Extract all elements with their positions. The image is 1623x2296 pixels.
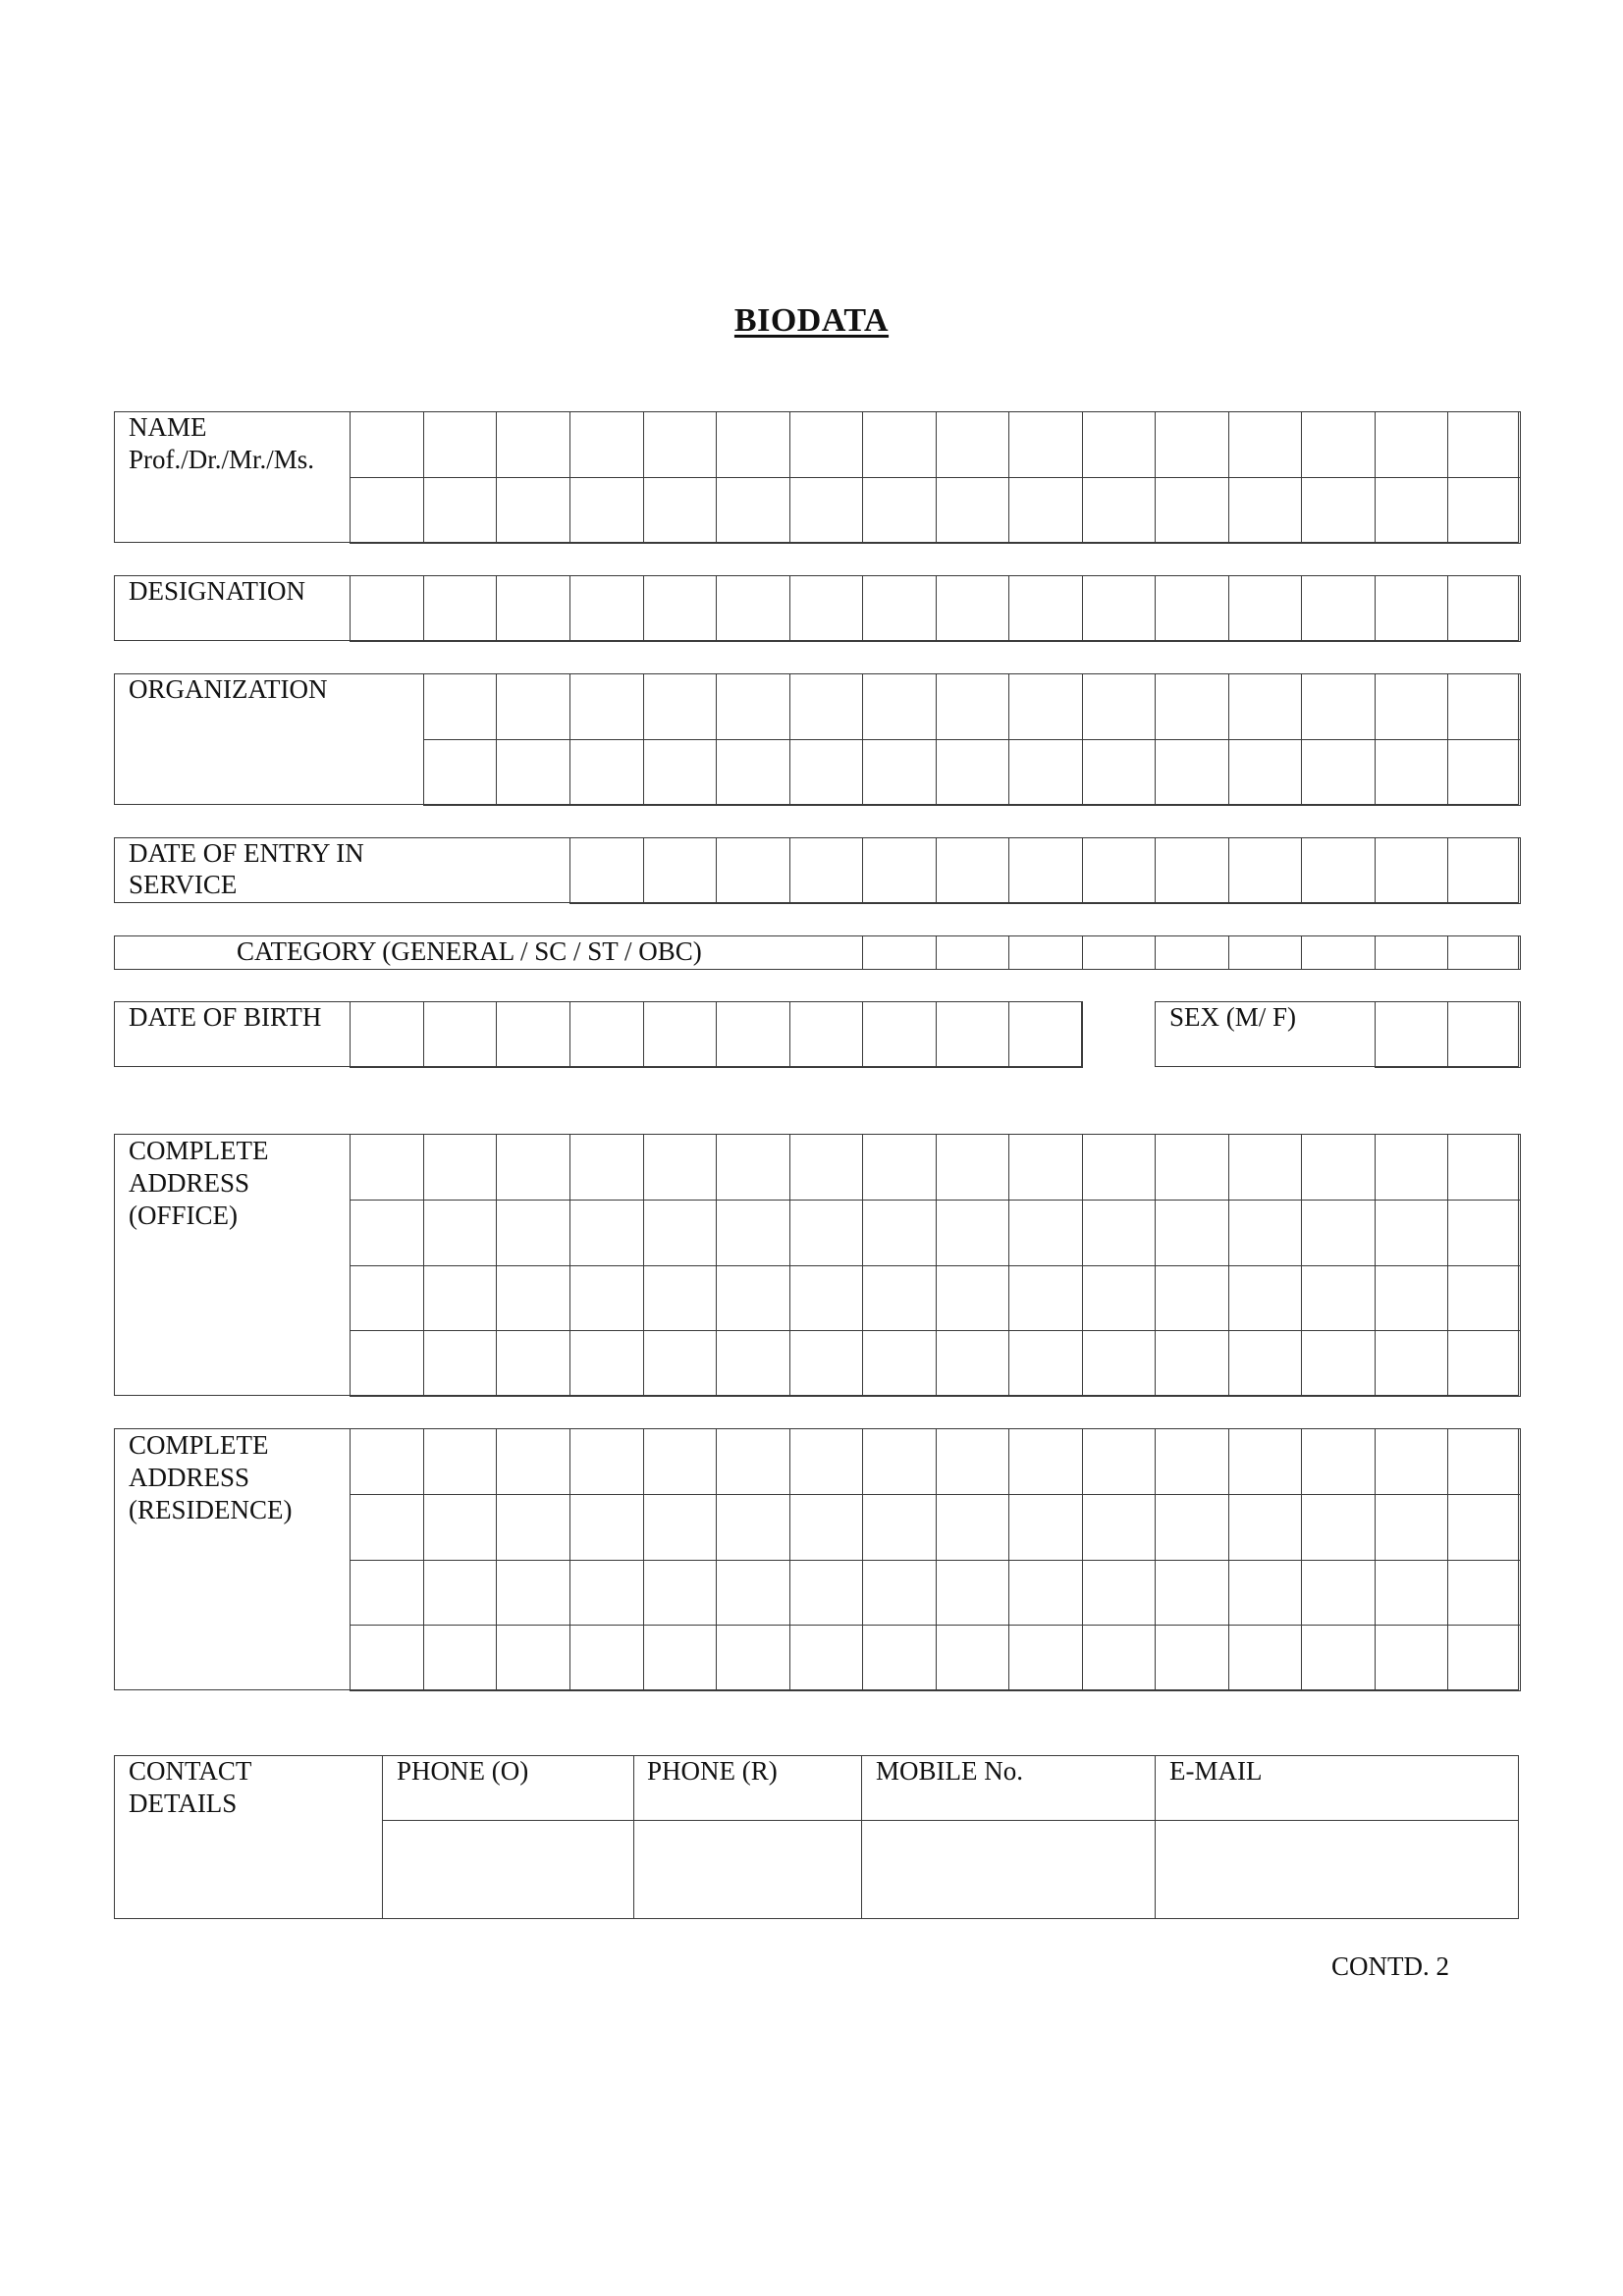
- sex-label: SEX (M/ F): [1169, 1002, 1297, 1032]
- address-residence-char-box[interactable]: [862, 1560, 937, 1627]
- address-office-char-box[interactable]: [1008, 1330, 1083, 1397]
- address-office-char-box[interactable]: [1447, 1200, 1521, 1266]
- address-residence-char-box[interactable]: [1228, 1494, 1302, 1561]
- organization-char-box[interactable]: [716, 673, 790, 740]
- address-residence-char-box[interactable]: [1301, 1625, 1376, 1691]
- address-office-label-line3: (OFFICE): [129, 1201, 239, 1230]
- address-residence-label: COMPLETE: [129, 1430, 269, 1460]
- address-office-char-box[interactable]: [1375, 1265, 1448, 1332]
- name-char-box[interactable]: [1375, 411, 1448, 478]
- date-of-entry-char-box[interactable]: [643, 837, 717, 904]
- address-residence-char-box[interactable]: [1228, 1560, 1302, 1627]
- address-office-char-box[interactable]: [423, 1134, 497, 1201]
- organization-char-box[interactable]: [862, 673, 937, 740]
- organization-char-box[interactable]: [1447, 673, 1521, 740]
- organization-char-box[interactable]: [1447, 739, 1521, 806]
- category-char-box[interactable]: [1375, 935, 1448, 970]
- address-office-char-box[interactable]: [643, 1200, 717, 1266]
- date-of-entry-char-box[interactable]: [1155, 837, 1229, 904]
- name-char-box[interactable]: [789, 411, 863, 478]
- name-char-box[interactable]: [1008, 411, 1083, 478]
- address-office-char-box[interactable]: [496, 1134, 570, 1201]
- mobile-field[interactable]: [861, 1820, 1156, 1919]
- address-office-char-box[interactable]: [423, 1265, 497, 1332]
- date-of-birth-char-box[interactable]: [496, 1001, 570, 1068]
- page-title: BIODATA: [733, 302, 890, 339]
- name-char-box[interactable]: [423, 477, 497, 544]
- address-residence-char-box[interactable]: [1375, 1560, 1448, 1627]
- address-office-char-box[interactable]: [496, 1265, 570, 1332]
- name-char-box[interactable]: [1447, 411, 1521, 478]
- name-char-box[interactable]: [1301, 477, 1376, 544]
- address-residence-char-box[interactable]: [643, 1560, 717, 1627]
- address-office-char-box[interactable]: [569, 1200, 644, 1266]
- address-residence-char-box[interactable]: [1375, 1494, 1448, 1561]
- address-office-char-box[interactable]: [569, 1134, 644, 1201]
- category-char-box[interactable]: [862, 935, 937, 970]
- organization-char-box[interactable]: [1155, 673, 1229, 740]
- organization-char-box[interactable]: [496, 739, 570, 806]
- address-office-label: COMPLETE: [129, 1136, 269, 1165]
- name-char-box[interactable]: [496, 411, 570, 478]
- address-office-char-box[interactable]: [716, 1200, 790, 1266]
- name-char-box[interactable]: [1082, 411, 1156, 478]
- organization-char-box[interactable]: [936, 673, 1009, 740]
- address-office-char-box[interactable]: [862, 1265, 937, 1332]
- address-residence-char-box[interactable]: [423, 1625, 497, 1691]
- name-char-box[interactable]: [716, 477, 790, 544]
- address-office-char-box[interactable]: [643, 1330, 717, 1397]
- date-of-birth-label: DATE OF BIRTH: [129, 1002, 322, 1032]
- organization-char-box[interactable]: [862, 739, 937, 806]
- address-office-char-box[interactable]: [643, 1134, 717, 1201]
- address-residence-char-box[interactable]: [936, 1625, 1009, 1691]
- address-residence-char-box[interactable]: [936, 1428, 1009, 1495]
- address-office-char-box[interactable]: [1447, 1134, 1521, 1201]
- organization-char-box[interactable]: [423, 739, 497, 806]
- address-residence-char-box[interactable]: [1375, 1625, 1448, 1691]
- address-residence-char-box[interactable]: [1447, 1625, 1521, 1691]
- address-residence-char-box[interactable]: [862, 1494, 937, 1561]
- address-residence-char-box[interactable]: [569, 1428, 644, 1495]
- address-residence-char-box[interactable]: [716, 1625, 790, 1691]
- address-office-char-box[interactable]: [1447, 1330, 1521, 1397]
- address-residence-char-box[interactable]: [350, 1494, 424, 1561]
- address-office-char-box[interactable]: [1375, 1134, 1448, 1201]
- address-residence-char-box[interactable]: [716, 1428, 790, 1495]
- name-char-box[interactable]: [1228, 477, 1302, 544]
- designation-char-box[interactable]: [789, 575, 863, 642]
- designation-char-box[interactable]: [350, 575, 424, 642]
- address-residence-char-box[interactable]: [1008, 1428, 1083, 1495]
- organization-char-box[interactable]: [1008, 673, 1083, 740]
- name-char-box[interactable]: [1228, 411, 1302, 478]
- organization-char-box[interactable]: [716, 739, 790, 806]
- address-office-char-box[interactable]: [789, 1330, 863, 1397]
- address-residence-char-box[interactable]: [1155, 1428, 1229, 1495]
- address-office-char-box[interactable]: [569, 1265, 644, 1332]
- contact-label: CONTACT: [129, 1756, 252, 1786]
- address-office-char-box[interactable]: [643, 1265, 717, 1332]
- address-residence-char-box[interactable]: [1375, 1428, 1448, 1495]
- designation-char-box[interactable]: [569, 575, 644, 642]
- name-char-box[interactable]: [1301, 411, 1376, 478]
- address-office-char-box[interactable]: [1301, 1134, 1376, 1201]
- address-office-char-box[interactable]: [1155, 1330, 1229, 1397]
- designation-char-box[interactable]: [1082, 575, 1156, 642]
- address-residence-char-box[interactable]: [1008, 1560, 1083, 1627]
- address-office-char-box[interactable]: [1301, 1200, 1376, 1266]
- address-office-char-box[interactable]: [350, 1134, 424, 1201]
- organization-char-box[interactable]: [1082, 739, 1156, 806]
- name-char-box[interactable]: [1155, 477, 1229, 544]
- address-office-char-box[interactable]: [1375, 1330, 1448, 1397]
- organization-char-box[interactable]: [1228, 673, 1302, 740]
- name-char-box[interactable]: [862, 411, 937, 478]
- address-residence-char-box[interactable]: [1228, 1428, 1302, 1495]
- address-residence-char-box[interactable]: [936, 1494, 1009, 1561]
- address-residence-char-box[interactable]: [1301, 1494, 1376, 1561]
- date-of-birth-char-box[interactable]: [936, 1001, 1009, 1068]
- address-residence-char-box[interactable]: [423, 1494, 497, 1561]
- address-office-char-box[interactable]: [1301, 1265, 1376, 1332]
- address-residence-char-box[interactable]: [1228, 1625, 1302, 1691]
- designation-char-box[interactable]: [936, 575, 1009, 642]
- organization-char-box[interactable]: [1008, 739, 1083, 806]
- address-residence-char-box[interactable]: [496, 1560, 570, 1627]
- address-office-char-box[interactable]: [862, 1330, 937, 1397]
- designation-char-box[interactable]: [862, 575, 937, 642]
- date-of-entry-char-box[interactable]: [569, 837, 644, 904]
- address-office-char-box[interactable]: [350, 1265, 424, 1332]
- designation-char-box[interactable]: [1008, 575, 1083, 642]
- name-char-box[interactable]: [789, 477, 863, 544]
- date-of-entry-char-box[interactable]: [1008, 837, 1083, 904]
- name-char-box[interactable]: [1155, 411, 1229, 478]
- category-char-box[interactable]: [1155, 935, 1229, 970]
- date-of-birth-char-box[interactable]: [1008, 1001, 1083, 1068]
- designation-label: DESIGNATION: [129, 576, 305, 606]
- address-residence-char-box[interactable]: [569, 1625, 644, 1691]
- address-residence-char-box[interactable]: [862, 1428, 937, 1495]
- address-residence-char-box[interactable]: [496, 1494, 570, 1561]
- address-office-char-box[interactable]: [936, 1200, 1009, 1266]
- phone-office-field[interactable]: [382, 1820, 634, 1919]
- address-office-char-box[interactable]: [1008, 1200, 1083, 1266]
- address-office-char-box[interactable]: [496, 1200, 570, 1266]
- date-of-birth-char-box[interactable]: [423, 1001, 497, 1068]
- address-office-char-box[interactable]: [862, 1200, 937, 1266]
- category-char-box[interactable]: [1082, 935, 1156, 970]
- address-residence-char-box[interactable]: [423, 1428, 497, 1495]
- date-of-entry-char-box[interactable]: [1228, 837, 1302, 904]
- organization-char-box[interactable]: [423, 673, 497, 740]
- category-char-box[interactable]: [1228, 935, 1302, 970]
- address-office-char-box[interactable]: [350, 1330, 424, 1397]
- address-office-char-box[interactable]: [1228, 1200, 1302, 1266]
- address-residence-char-box[interactable]: [423, 1560, 497, 1627]
- address-residence-char-box[interactable]: [496, 1625, 570, 1691]
- address-office-char-box[interactable]: [1082, 1265, 1156, 1332]
- organization-char-box[interactable]: [643, 673, 717, 740]
- phone-residence-field[interactable]: [633, 1820, 862, 1919]
- name-char-box[interactable]: [936, 411, 1009, 478]
- date-of-entry-char-box[interactable]: [1082, 837, 1156, 904]
- designation-char-box[interactable]: [423, 575, 497, 642]
- date-of-birth-char-box[interactable]: [789, 1001, 863, 1068]
- address-residence-label-line3: (RESIDENCE): [129, 1495, 293, 1524]
- date-of-entry-char-box[interactable]: [716, 837, 790, 904]
- date-of-entry-char-box[interactable]: [862, 837, 937, 904]
- name-char-box[interactable]: [643, 411, 717, 478]
- address-residence-char-box[interactable]: [643, 1494, 717, 1561]
- address-office-char-box[interactable]: [716, 1330, 790, 1397]
- date-of-entry-char-box[interactable]: [1301, 837, 1376, 904]
- address-residence-char-box[interactable]: [1447, 1560, 1521, 1627]
- date-of-birth-char-box[interactable]: [350, 1001, 424, 1068]
- address-residence-char-box[interactable]: [1155, 1625, 1229, 1691]
- category-char-box[interactable]: [1301, 935, 1376, 970]
- organization-char-box[interactable]: [1228, 739, 1302, 806]
- address-residence-char-box[interactable]: [1082, 1428, 1156, 1495]
- address-residence-char-box[interactable]: [1082, 1494, 1156, 1561]
- name-char-box[interactable]: [1447, 477, 1521, 544]
- email-field[interactable]: [1155, 1820, 1519, 1919]
- designation-char-box[interactable]: [716, 575, 790, 642]
- address-residence-label-line2: ADDRESS: [129, 1463, 250, 1492]
- name-char-box[interactable]: [862, 477, 937, 544]
- address-residence-char-box[interactable]: [1082, 1560, 1156, 1627]
- name-char-box[interactable]: [1082, 477, 1156, 544]
- organization-char-box[interactable]: [643, 739, 717, 806]
- address-office-char-box[interactable]: [716, 1134, 790, 1201]
- name-char-box[interactable]: [643, 477, 717, 544]
- address-office-char-box[interactable]: [1301, 1330, 1376, 1397]
- designation-char-box[interactable]: [1447, 575, 1521, 642]
- category-label: CATEGORY (GENERAL / SC / ST / OBC): [237, 936, 702, 966]
- category-char-box[interactable]: [1447, 935, 1521, 970]
- address-residence-char-box[interactable]: [569, 1560, 644, 1627]
- category-char-box[interactable]: [1008, 935, 1083, 970]
- address-office-char-box[interactable]: [789, 1134, 863, 1201]
- address-residence-char-box[interactable]: [789, 1494, 863, 1561]
- designation-char-box[interactable]: [1301, 575, 1376, 642]
- address-office-char-box[interactable]: [936, 1265, 1009, 1332]
- organization-label: ORGANIZATION: [129, 674, 328, 704]
- address-office-char-box[interactable]: [936, 1134, 1009, 1201]
- address-residence-char-box[interactable]: [1082, 1625, 1156, 1691]
- organization-char-box[interactable]: [1301, 739, 1376, 806]
- email-header: E-MAIL: [1169, 1756, 1263, 1786]
- designation-char-box[interactable]: [496, 575, 570, 642]
- address-office-char-box[interactable]: [1155, 1265, 1229, 1332]
- address-residence-char-box[interactable]: [643, 1625, 717, 1691]
- address-residence-char-box[interactable]: [350, 1560, 424, 1627]
- designation-char-box[interactable]: [643, 575, 717, 642]
- date-of-entry-label: DATE OF ENTRY IN: [129, 838, 364, 868]
- organization-char-box[interactable]: [1082, 673, 1156, 740]
- address-office-char-box[interactable]: [1082, 1330, 1156, 1397]
- name-char-box[interactable]: [1008, 477, 1083, 544]
- address-residence-char-box[interactable]: [1447, 1494, 1521, 1561]
- address-residence-char-box[interactable]: [1447, 1428, 1521, 1495]
- address-residence-char-box[interactable]: [350, 1428, 424, 1495]
- organization-char-box[interactable]: [569, 739, 644, 806]
- name-char-box[interactable]: [423, 411, 497, 478]
- category-char-box[interactable]: [936, 935, 1009, 970]
- address-office-char-box[interactable]: [1447, 1265, 1521, 1332]
- address-office-char-box[interactable]: [1228, 1134, 1302, 1201]
- address-office-label-line2: ADDRESS: [129, 1168, 250, 1198]
- organization-char-box[interactable]: [569, 673, 644, 740]
- organization-char-box[interactable]: [1155, 739, 1229, 806]
- address-residence-char-box[interactable]: [789, 1428, 863, 1495]
- organization-char-box[interactable]: [1375, 673, 1448, 740]
- address-office-char-box[interactable]: [569, 1330, 644, 1397]
- address-office-char-box[interactable]: [1155, 1200, 1229, 1266]
- address-residence-char-box[interactable]: [1155, 1494, 1229, 1561]
- name-label-titles: Prof./Dr./Mr./Ms.: [129, 445, 315, 474]
- address-office-char-box[interactable]: [1155, 1134, 1229, 1201]
- organization-char-box[interactable]: [496, 673, 570, 740]
- address-office-char-box[interactable]: [1082, 1200, 1156, 1266]
- name-char-box[interactable]: [350, 477, 424, 544]
- address-office-char-box[interactable]: [1008, 1265, 1083, 1332]
- address-office-char-box[interactable]: [1082, 1134, 1156, 1201]
- designation-char-box[interactable]: [1375, 575, 1448, 642]
- address-office-char-box[interactable]: [789, 1265, 863, 1332]
- designation-char-box[interactable]: [1155, 575, 1229, 642]
- organization-char-box[interactable]: [789, 673, 863, 740]
- phone-office-header: PHONE (O): [397, 1756, 529, 1786]
- name-char-box[interactable]: [1375, 477, 1448, 544]
- date-of-entry-char-box[interactable]: [789, 837, 863, 904]
- address-residence-char-box[interactable]: [789, 1560, 863, 1627]
- address-residence-char-box[interactable]: [569, 1494, 644, 1561]
- address-residence-char-box[interactable]: [716, 1494, 790, 1561]
- address-office-char-box[interactable]: [1228, 1265, 1302, 1332]
- address-office-char-box[interactable]: [1228, 1330, 1302, 1397]
- organization-char-box[interactable]: [936, 739, 1009, 806]
- mobile-header: MOBILE No.: [876, 1756, 1023, 1786]
- date-of-entry-char-box[interactable]: [1375, 837, 1448, 904]
- date-of-birth-char-box[interactable]: [569, 1001, 644, 1068]
- date-of-birth-char-box[interactable]: [862, 1001, 937, 1068]
- address-residence-char-box[interactable]: [1155, 1560, 1229, 1627]
- name-char-box[interactable]: [496, 477, 570, 544]
- address-residence-char-box[interactable]: [936, 1560, 1009, 1627]
- name-char-box[interactable]: [936, 477, 1009, 544]
- address-office-char-box[interactable]: [423, 1330, 497, 1397]
- date-of-birth-char-box[interactable]: [643, 1001, 717, 1068]
- organization-char-box[interactable]: [789, 739, 863, 806]
- name-label: NAME: [129, 412, 207, 442]
- sex-char-box[interactable]: [1375, 1001, 1448, 1068]
- address-office-char-box[interactable]: [716, 1265, 790, 1332]
- address-office-char-box[interactable]: [423, 1200, 497, 1266]
- address-residence-char-box[interactable]: [643, 1428, 717, 1495]
- address-office-char-box[interactable]: [789, 1200, 863, 1266]
- address-office-char-box[interactable]: [1008, 1134, 1083, 1201]
- name-char-box[interactable]: [350, 411, 424, 478]
- address-residence-char-box[interactable]: [1008, 1494, 1083, 1561]
- address-office-char-box[interactable]: [862, 1134, 937, 1201]
- address-residence-char-box[interactable]: [350, 1625, 424, 1691]
- contact-label-line2: DETAILS: [129, 1789, 238, 1818]
- address-residence-char-box[interactable]: [496, 1428, 570, 1495]
- designation-char-box[interactable]: [1228, 575, 1302, 642]
- address-residence-char-box[interactable]: [1301, 1560, 1376, 1627]
- name-char-box[interactable]: [569, 477, 644, 544]
- address-office-char-box[interactable]: [496, 1330, 570, 1397]
- continued-note: CONTD. 2: [1331, 1951, 1449, 1981]
- date-of-birth-char-box[interactable]: [716, 1001, 790, 1068]
- address-residence-char-box[interactable]: [716, 1560, 790, 1627]
- address-residence-char-box[interactable]: [862, 1625, 937, 1691]
- address-residence-char-box[interactable]: [1008, 1625, 1083, 1691]
- sex-char-box[interactable]: [1447, 1001, 1521, 1068]
- address-office-char-box[interactable]: [350, 1200, 424, 1266]
- phone-residence-header: PHONE (R): [647, 1756, 778, 1786]
- date-of-entry-char-box[interactable]: [936, 837, 1009, 904]
- address-office-char-box[interactable]: [936, 1330, 1009, 1397]
- address-office-char-box[interactable]: [1375, 1200, 1448, 1266]
- date-of-entry-label-line2: SERVICE: [129, 870, 238, 899]
- organization-char-box[interactable]: [1375, 739, 1448, 806]
- address-residence-char-box[interactable]: [1301, 1428, 1376, 1495]
- date-of-entry-char-box[interactable]: [1447, 837, 1521, 904]
- name-char-box[interactable]: [569, 411, 644, 478]
- organization-char-box[interactable]: [1301, 673, 1376, 740]
- address-residence-char-box[interactable]: [789, 1625, 863, 1691]
- name-char-box[interactable]: [716, 411, 790, 478]
